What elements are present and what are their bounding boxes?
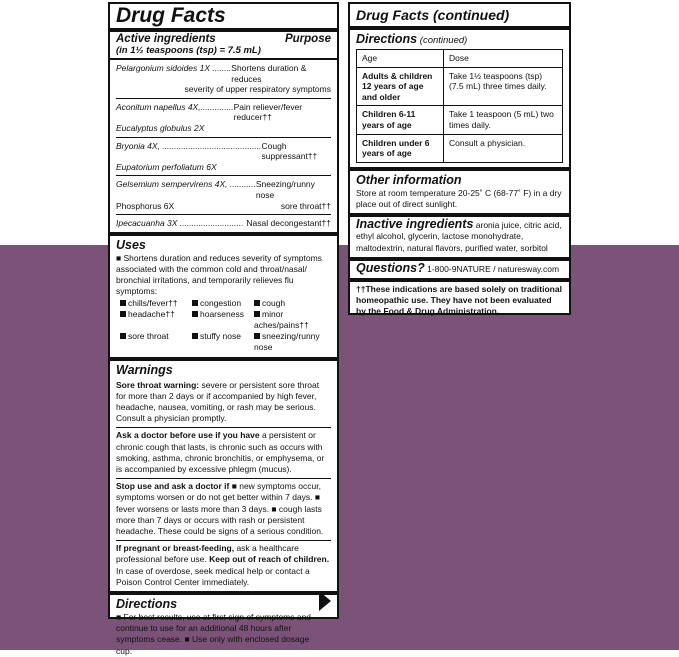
ingredient-row: Pelargonium sidoides 1X ........ Shortens duration & reduces severity of upper respiratory symptoms — [116, 63, 331, 95]
continue-arrow-icon — [319, 591, 331, 611]
ingredient-row: Gelsemium sempervirens 4X, ........... Sneezing/runny nose Phosphorus 6X sore throat†† — [116, 179, 331, 211]
active-ingredients-header — [110, 32, 337, 45]
table-header-row: Age Dose — [357, 50, 563, 68]
sore-throat-warning: Sore throat warning: severe or persistent sore throat for more than 2 days or if accompanied by high fever, headache, nausea, vomiting, or rash may be serious. Consult a physician promptly. — [116, 379, 320, 424]
symptom-item: minor aches/pains†† — [254, 308, 309, 330]
ingredient-row: Aconitum napellus 4X,.............. Pain reliever/fever reducer†† Eucalyptus globulus 2X — [116, 101, 303, 133]
directions-title: Directions — [116, 597, 178, 611]
symptom-item: congestion — [192, 298, 254, 309]
active-ingredients-subtitle: (in 1½ teaspoons (tsp) = 7.5 mL) — [116, 45, 261, 56]
ask-doctor-warning: Ask a doctor before use if you have a persistent or chronic cough that lasts, is chronic such as occurs with smoking, asthma, chronic bronchitis, or emphysema, or is accompanied by excessive phlegm (mucus). — [116, 430, 325, 474]
dosage-table — [356, 49, 563, 163]
symptom-item: hoarseness — [192, 309, 254, 331]
uses-text: ■ Shortens duration and reduces severity of symptoms associated with the common cold and throat/nasal/ bronchial irritations, and temporarily relieves flu symptoms: — [116, 252, 322, 297]
drug-facts-title: Drug Facts — [116, 4, 226, 27]
ingredient-row: Bryonia 4X, .......................................... Cough suppressant†† Eupatorium perfoliatum 6X — [116, 140, 318, 172]
other-information-text: Store at room temperature 20-25˚ C (68-77˚ F) in a dry place out of direct sunlight. — [356, 187, 562, 209]
pregnancy-warning: If pregnant or breast-feeding, ask a healthcare professional before use. Keep out of reach of children. In case of overdose, seek medical help or contact a Poison Control Center immediately. — [116, 543, 330, 587]
symptom-item: sneezing/runny nose — [254, 331, 320, 353]
disclaimer: ††These indications are based solely on traditional homeopathic use. They have not been evaluated by the Food & Drug Administration. — [356, 283, 562, 317]
symptom-item: cough — [254, 298, 334, 309]
ingredient-row: Ipecacuanha 3X ........................... Nasal decongestant†† — [116, 218, 331, 229]
stop-use-warning: Stop use and ask a doctor if ■ new symptoms occur, symptoms worsen or do not get better within 7 days. ■ fever worsens or lasts more than 3 days. ■ cough lasts more than 7 days or occurs with rash or persistent headache. These could be signs of a serious condition. — [116, 481, 324, 536]
directions-continued-heading: Directions (continued) — [356, 32, 468, 46]
symptom-item: chills/fever†† — [120, 298, 192, 309]
symptom-item: sore throat — [120, 331, 192, 353]
symptom-list — [110, 298, 337, 354]
questions: Questions? 1-800-9NATURE / naturesway.com — [356, 260, 560, 275]
drug-facts-panel — [108, 2, 339, 656]
active-ingredients-heading: Active ingredients — [116, 33, 216, 45]
other-information-title: Other information — [356, 172, 462, 187]
symptom-item: stuffy nose — [192, 331, 254, 353]
drug-facts-continued-title: Drug Facts (continued) — [356, 7, 510, 23]
table-row: Children 6-11 years of age Take 1 teaspoon (5 mL) two times daily. — [357, 106, 563, 134]
inactive-ingredients: Inactive ingredients aronia juice, citric acid, ethyl alcohol, glycerin, lactose monohydrate, maltodextrin, natural flavors, purified water, sorbitol — [356, 217, 562, 253]
directions-text: ■ For best results, use at first sign of symptoms and continue to use for an additional 48 hours after symptoms cease. ■ Use only with enclosed dosage cup. — [116, 612, 312, 656]
purpose-heading: Purpose — [284, 33, 331, 45]
symptom-item: headache†† — [120, 309, 192, 331]
table-row: Adults & children 12 years of age and older Take 1½ teaspoons (tsp) (7.5 mL) three times daily. — [357, 67, 563, 106]
uses-title: Uses — [116, 237, 146, 252]
drug-facts-continued-panel — [348, 2, 571, 315]
warnings-title: Warnings — [116, 362, 173, 377]
table-row: Children under 6 years of age Consult a physician. — [357, 134, 563, 162]
